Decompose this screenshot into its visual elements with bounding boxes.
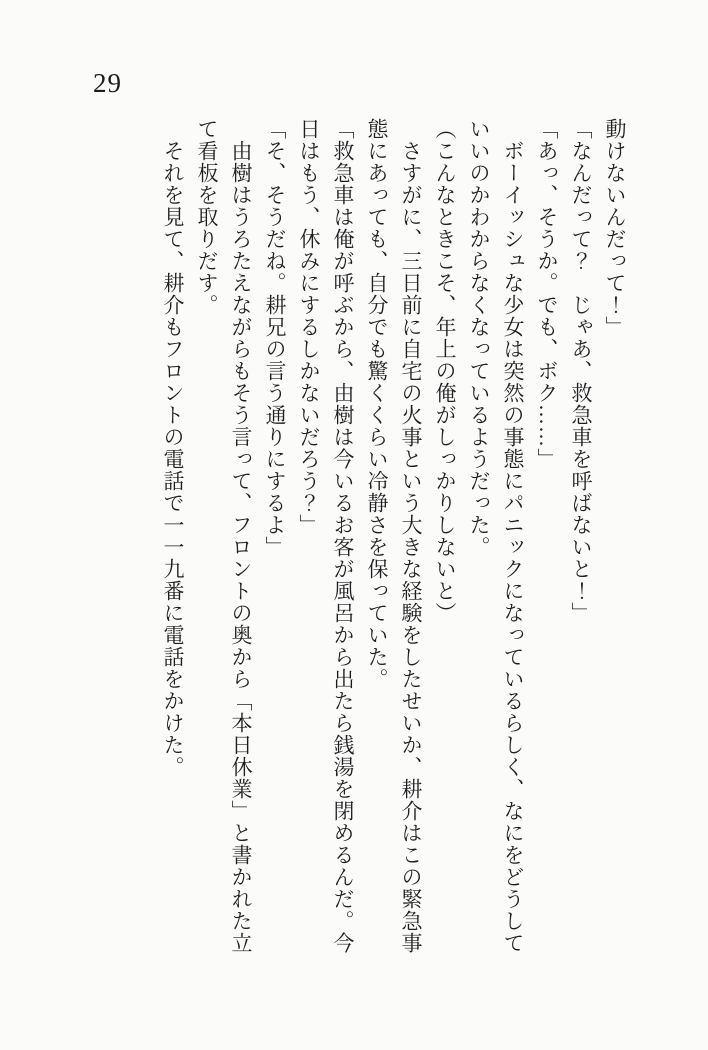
text-line: 「救急車は俺が呼ぶから、由樹は今いるお客が風呂から出たら銭湯を閉めるんだ。今 bbox=[331, 118, 355, 954]
text-line: （こんなときこそ、年上の俺がしっかりしないと） bbox=[433, 118, 457, 624]
text-line: ボーイッシュな少女は突然の事態にパニックになっているらしく、なにをどうして bbox=[501, 118, 525, 954]
text-line: それを見て、耕介もフロントの電話で一一九番に電話をかけた。 bbox=[161, 118, 185, 778]
text-line: 態にあっても、自分でも驚くくらい冷静さを保っていた。 bbox=[365, 118, 389, 690]
vertical-text-block bbox=[156, 118, 632, 964]
page-number: 29 bbox=[93, 68, 122, 98]
text-line: 動けないんだって！」 bbox=[603, 118, 627, 338]
text-line: て看板を取りだす。 bbox=[195, 118, 219, 316]
text-line: 「なんだって？ じゃあ、救急車を呼ばないと！」 bbox=[569, 118, 593, 624]
text-line: さすがに、三日前に自宅の火事という大きな経験をしたせいか、耕介はこの緊急事 bbox=[399, 118, 423, 954]
text-line: 由樹はうろたえながらもそう言って、フロントの奥から「本日休業」と書かれた立 bbox=[229, 118, 253, 954]
text-line: 「あっ、そうか。でも、ボク……」 bbox=[535, 118, 559, 470]
text-line: いいのかわからなくなっているようだった。 bbox=[467, 118, 491, 558]
text-line: 日はもう、休みにするしかないだろう？」 bbox=[297, 118, 321, 536]
text-line: 「そ、そうだね。耕兄の言う通りにするよ」 bbox=[263, 118, 287, 558]
